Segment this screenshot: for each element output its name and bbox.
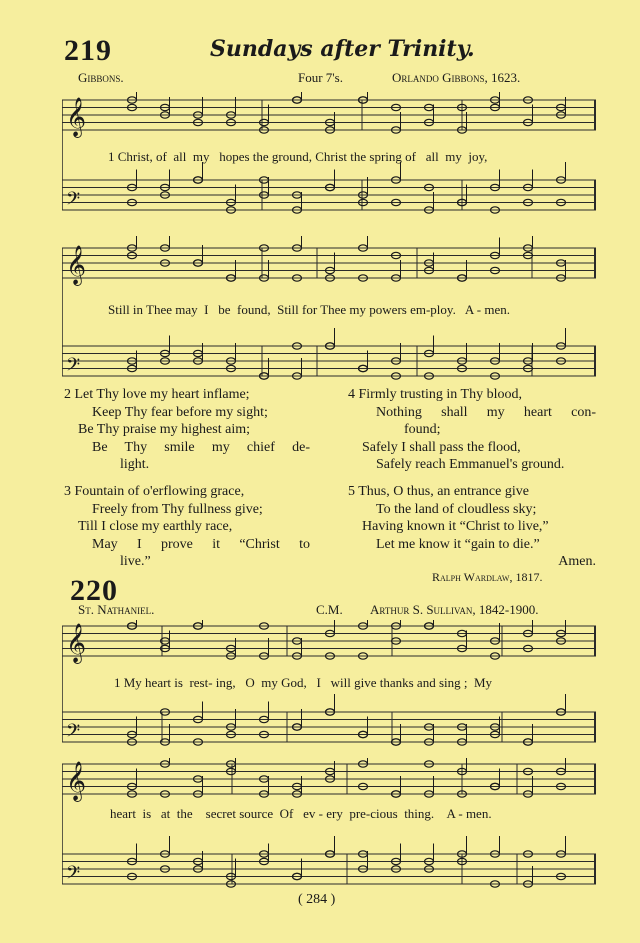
- svg-text:𝄢: 𝄢: [66, 355, 81, 380]
- svg-text:𝄞: 𝄞: [66, 623, 87, 663]
- svg-text:𝄞: 𝄞: [66, 761, 87, 801]
- lyric-line: 1 Christ, of all my hopes the ground, Christ the spring of all my joy,: [108, 149, 488, 164]
- music-system-4: [62, 758, 596, 910]
- meter: C.M.: [316, 602, 343, 617]
- svg-text:𝄞: 𝄞: [66, 97, 87, 137]
- tune-name: St. Nathaniel.: [78, 602, 155, 617]
- page-number: ( 284 ): [298, 892, 336, 907]
- verse-2: 2 Let Thy love my heart inflame; Keep Thy fear before my sight; Be Thy praise my highest aim; Be Thy smile my chief de- light.: [64, 387, 310, 472]
- meter: Four 7's.: [298, 70, 343, 85]
- composer: Arthur S. Sullivan, 1842-1900.: [370, 602, 539, 617]
- verse-5: 5 Thus, O thus, an entrance give To the land of cloudless sky; Having known it “Christ to live,” Let me know it “gain to die.” Amen.: [348, 484, 596, 569]
- lyric-line: heart is at the secret source Of ev - ery pre-cious thing. A - men.: [110, 806, 492, 821]
- svg-text:𝄢: 𝄢: [66, 863, 81, 888]
- verse-4: 4 Firmly trusting in Thy blood, Nothing shall my heart con- found; Safely I shall pass the flood, Safely reach Emmanuel's ground.: [348, 387, 596, 472]
- hymn-number-220: 220: [70, 574, 118, 607]
- verse-3: 3 Fountain of o'erflowing grace, Freely from Thy fullness give; Till I close my earthly race, May I prove it “Christ to live.”: [64, 484, 310, 569]
- music-system-3: [62, 620, 596, 772]
- author-credit: Ralph Wardlaw, 1817.: [432, 570, 543, 584]
- page-title: Sundays after Trinity.: [210, 36, 475, 62]
- lyric-line: Still in Thee may I be found, Still for Thee my powers em-ploy. A - men.: [108, 302, 510, 317]
- svg-text:𝄢: 𝄢: [66, 721, 81, 746]
- tune-name: Gibbons.: [78, 70, 124, 85]
- svg-text:𝄢: 𝄢: [66, 189, 81, 214]
- composer: Orlando Gibbons, 1623.: [392, 70, 521, 85]
- lyric-line: 1 My heart is rest- ing, O my God, I will give thanks and sing ; My: [114, 675, 493, 690]
- svg-text:𝄞: 𝄞: [66, 245, 87, 285]
- hymn-number-219: 219: [64, 34, 112, 67]
